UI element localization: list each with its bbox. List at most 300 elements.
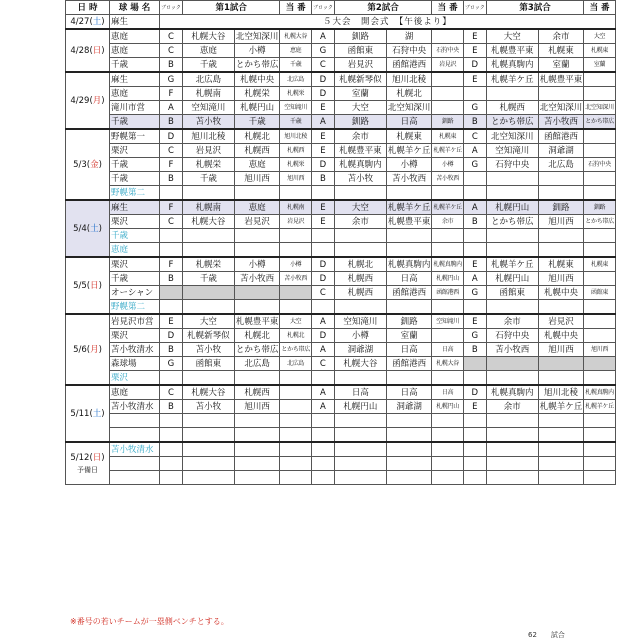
- duty-team: [584, 144, 616, 158]
- away-team: [334, 457, 386, 471]
- block-cell: D: [160, 329, 183, 343]
- block-cell: C: [160, 385, 183, 400]
- date-cell: 4/27(土): [66, 15, 110, 30]
- away-team: 札幌大谷: [182, 215, 234, 229]
- away-team: 余市: [334, 215, 386, 229]
- schedule-row: [66, 257, 616, 272]
- home-team: [386, 243, 432, 258]
- block-cell: D: [311, 158, 334, 172]
- home-team: 札幌豊平東: [387, 216, 431, 227]
- schedule-row: [66, 314, 616, 329]
- schedule-row: [66, 158, 616, 172]
- home-team: 千歳: [234, 115, 280, 130]
- weekday: 月: [90, 344, 99, 355]
- home-team: 室蘭: [538, 58, 584, 73]
- away-team: [334, 243, 386, 258]
- duty-team: [280, 471, 312, 485]
- away-team: 札幌北: [334, 257, 386, 272]
- home-team: 釧路: [538, 200, 584, 215]
- block-cell: [463, 229, 486, 243]
- block-cell: C: [160, 215, 183, 229]
- home-team: 札幌北: [234, 329, 280, 343]
- away-team: 札幌新琴似: [182, 329, 234, 343]
- duty-team: [280, 385, 312, 400]
- duty-team: 空知滝川: [280, 101, 312, 115]
- duty-team: とかち帯広: [280, 343, 312, 357]
- duty-team: 千歳: [280, 58, 312, 73]
- away-team: [486, 371, 538, 386]
- away-team: 札幌栄: [182, 257, 234, 272]
- block-cell: [160, 371, 183, 386]
- block-cell: [311, 371, 334, 386]
- duty-team: [584, 471, 616, 485]
- duty-team: [280, 229, 312, 243]
- home-team: 札幌羊ケ丘: [539, 401, 583, 412]
- block-cell: E: [311, 200, 334, 215]
- away-team: 札幌新琴似: [334, 72, 386, 87]
- weekday: 土: [90, 223, 99, 234]
- block-cell: [311, 414, 334, 428]
- block-cell: F: [160, 200, 183, 215]
- block-cell: B: [311, 172, 334, 186]
- duty-team: 旭川北稜: [280, 129, 312, 144]
- home-team: 日高: [386, 115, 432, 130]
- schedule-row: [66, 215, 616, 229]
- block-cell: F: [160, 257, 183, 272]
- away-team: 千歳: [182, 58, 234, 73]
- venue-cell: 恵庭: [110, 29, 160, 44]
- block-cell: B: [160, 172, 183, 186]
- block-cell: [463, 414, 486, 428]
- duty-team: 大空: [280, 314, 312, 329]
- away-team: [486, 428, 538, 443]
- away-team: 岩見沢: [182, 144, 234, 158]
- away-team: 空知滝川: [486, 144, 538, 158]
- away-team: 札幌真駒内: [334, 158, 386, 172]
- duty-team: [280, 186, 312, 201]
- home-team: [386, 229, 432, 243]
- duty-team: 北空知深川: [584, 101, 616, 115]
- away-team: 空知滝川: [182, 101, 234, 115]
- home-team: 湖: [386, 29, 432, 44]
- venue-cell: 野幌第一: [110, 129, 160, 144]
- block-cell: A: [311, 343, 334, 357]
- block-cell: B: [160, 115, 183, 130]
- duty-team: 千歳: [280, 115, 312, 130]
- weekday: 土: [92, 16, 102, 27]
- block-cell: D: [463, 385, 486, 400]
- block-cell: C: [160, 44, 183, 58]
- block-cell: [160, 428, 183, 443]
- block-cell: A: [311, 115, 334, 130]
- away-team: [182, 428, 234, 443]
- venue-cell: 栗沢: [110, 329, 160, 343]
- away-team: 余市: [334, 129, 386, 144]
- home-team: 札幌西: [234, 385, 280, 400]
- date-cell: 5/6(月): [66, 314, 110, 385]
- block-cell: E: [463, 400, 486, 414]
- date-cell: 5/12(日) 予備日: [66, 442, 110, 485]
- block-cell: [463, 172, 486, 186]
- schedule-row: [66, 400, 616, 414]
- block-cell: [463, 442, 486, 457]
- block-cell: E: [463, 72, 486, 87]
- schedule-row: [66, 200, 616, 215]
- home-team: 札幌真駒内: [386, 257, 432, 272]
- duty-team: [584, 172, 616, 186]
- home-team: [386, 442, 432, 457]
- schedule-row: [66, 300, 616, 315]
- block-cell: [160, 286, 183, 300]
- venue-cell: 恵庭: [110, 243, 160, 258]
- away-team: 恵庭: [182, 44, 234, 58]
- duty-team: 釧路: [584, 200, 616, 215]
- away-team: [486, 442, 538, 457]
- away-team: [486, 357, 538, 371]
- block-cell: G: [160, 72, 183, 87]
- weekday: 日: [92, 452, 102, 463]
- home-team: 小樽: [386, 158, 432, 172]
- duty-team: [280, 400, 312, 414]
- home-team: [234, 243, 280, 258]
- block-cell: F: [160, 87, 183, 101]
- block-cell: E: [311, 101, 334, 115]
- away-team: 苫小牧: [182, 343, 234, 357]
- duty-team: 札幌円山: [432, 272, 464, 286]
- away-team: 札幌真駒内: [486, 58, 538, 73]
- block-cell: [463, 300, 486, 315]
- home-team: [386, 414, 432, 428]
- home-team: 旭川西: [234, 172, 280, 186]
- away-team: 函館東: [486, 286, 538, 300]
- home-team: 北広島: [538, 158, 584, 172]
- home-team: [386, 457, 432, 471]
- away-team: 札幌西: [486, 101, 538, 115]
- duty-team: [432, 471, 464, 485]
- block-cell: [311, 300, 334, 315]
- away-team: [486, 87, 538, 101]
- block-cell: C: [311, 58, 334, 73]
- home-team: 北広島: [234, 357, 280, 371]
- duty-team: [432, 457, 464, 471]
- away-team: [182, 186, 234, 201]
- away-team: [486, 186, 538, 201]
- home-team: [538, 357, 584, 371]
- weekday: 金: [90, 159, 99, 170]
- away-team: 札幌南: [182, 200, 234, 215]
- duty-team: 釧路: [432, 115, 464, 130]
- duty-team: 石狩中央: [584, 158, 616, 172]
- away-team: 室蘭: [334, 87, 386, 101]
- home-team: [538, 229, 584, 243]
- away-team: [334, 414, 386, 428]
- schedule-row: [66, 385, 616, 400]
- away-team: 釧路: [334, 115, 386, 130]
- duty-team: [280, 371, 312, 386]
- match-unit: 試合: [550, 631, 565, 639]
- schedule-row: [66, 457, 616, 471]
- reserve-day-label: 予備日: [77, 465, 98, 474]
- away-team: [334, 371, 386, 386]
- duty-team: [584, 442, 616, 457]
- duty-team: [432, 243, 464, 258]
- duty-team: [432, 300, 464, 315]
- block-cell: E: [463, 29, 486, 44]
- duty-team: 大空: [584, 29, 616, 44]
- duty-team: とかち帯広: [584, 215, 616, 229]
- date-cell: 5/5(日): [66, 257, 110, 314]
- venue-cell: 麻生: [110, 72, 160, 87]
- home-team: 札幌北: [386, 87, 432, 101]
- away-team: [334, 186, 386, 201]
- home-team: [538, 87, 584, 101]
- block-cell: [160, 471, 183, 485]
- block-cell: [311, 229, 334, 243]
- home-team: 札幌東: [386, 129, 432, 144]
- home-team: [234, 471, 280, 485]
- home-team: 苫小牧西: [234, 272, 280, 286]
- duty-team: [432, 229, 464, 243]
- home-team: 旭川西: [538, 272, 584, 286]
- away-team: 函館東: [334, 44, 386, 58]
- away-team: 旭川北稜: [182, 129, 234, 144]
- home-team: 北空知深川: [387, 102, 431, 113]
- duty-team: [432, 442, 464, 457]
- away-team: 苫小牧: [334, 172, 386, 186]
- duty-team: 札幌大谷: [280, 29, 312, 44]
- duty-team: 札幌真駒内: [432, 257, 464, 272]
- match2-header: 第2試合: [334, 1, 432, 15]
- away-team: 苫小牧西: [486, 343, 538, 357]
- away-team: [486, 457, 538, 471]
- duty-team: [280, 414, 312, 428]
- block-cell: G: [311, 44, 334, 58]
- duty-team: 北広島: [280, 72, 312, 87]
- home-team: 岩見沢: [234, 215, 280, 229]
- duty-team: [584, 272, 616, 286]
- opening-ceremony-banner: ５大会 開会式 【午後より】: [160, 15, 616, 30]
- home-team: 日高: [386, 385, 432, 400]
- duty-team: 小樽: [432, 158, 464, 172]
- schedule-row: [66, 414, 616, 428]
- away-team: 千歳: [182, 172, 234, 186]
- home-team: 札幌豊平東: [538, 72, 584, 87]
- home-team: 苫小牧西: [538, 115, 584, 130]
- block-cell: E: [311, 144, 334, 158]
- block-cell: [160, 229, 183, 243]
- block-cell: E: [311, 129, 334, 144]
- home-team: 旭川北稜: [538, 385, 584, 400]
- away-team: 札幌豊平東: [486, 44, 538, 58]
- block-cell: B: [160, 272, 183, 286]
- duty-team: [584, 87, 616, 101]
- home-team: [386, 428, 432, 443]
- away-team: 苫小牧: [182, 115, 234, 130]
- block-cell: [160, 186, 183, 201]
- venue-cell: オーシャン: [110, 286, 160, 300]
- block-cell: [463, 243, 486, 258]
- away-team: 札幌羊ケ丘: [486, 72, 538, 87]
- block-cell: E: [463, 44, 486, 58]
- block-cell: [160, 243, 183, 258]
- home-team: 北空知深川: [539, 102, 583, 113]
- schedule-row: [66, 428, 616, 443]
- schedule-row: [66, 29, 616, 44]
- duty-team: [432, 72, 464, 87]
- duty-team: [584, 457, 616, 471]
- block-cell: B: [160, 343, 183, 357]
- block-cell: A: [463, 200, 486, 215]
- duty-team: [432, 414, 464, 428]
- block-cell: G: [463, 329, 486, 343]
- duty-team: 札幌南: [280, 200, 312, 215]
- home-team: 旭川北稜: [386, 72, 432, 87]
- home-team: 余市: [538, 29, 584, 44]
- duty-team: 札幌大谷: [432, 357, 464, 371]
- block-cell: [160, 414, 183, 428]
- block-cell: E: [160, 314, 183, 329]
- match3-header: 第3試合: [486, 1, 584, 15]
- venue-cell: 千歳: [110, 229, 160, 243]
- away-team: 函館東: [182, 357, 234, 371]
- away-team: 余市: [486, 400, 538, 414]
- duty-team: 札幌羊ケ丘: [432, 144, 464, 158]
- home-team: [538, 428, 584, 443]
- home-team: 小樽: [234, 257, 280, 272]
- home-team: 札幌円山: [234, 101, 280, 115]
- block-cell: A: [311, 29, 334, 44]
- venue-cell: 栗沢: [110, 144, 160, 158]
- duty-team: [432, 101, 464, 115]
- block-cell: G: [463, 286, 486, 300]
- home-team: 小樽: [234, 44, 280, 58]
- away-team: [182, 300, 234, 315]
- duty-team: [584, 414, 616, 428]
- home-team: [386, 300, 432, 315]
- block-cell: A: [311, 314, 334, 329]
- weekday: 土: [92, 408, 102, 419]
- block-cell: [463, 471, 486, 485]
- block-cell: [311, 186, 334, 201]
- home-team: 札幌東: [538, 257, 584, 272]
- away-team: 苫小牧: [182, 400, 234, 414]
- block-cell: C: [463, 129, 486, 144]
- duty-header: 当 番: [280, 1, 312, 15]
- duty-team: [280, 457, 312, 471]
- bench-note: ※番号の若いチームが一塁側ベンチとする。: [70, 617, 229, 626]
- duty-team: 室蘭: [584, 58, 616, 73]
- home-team: 釧路: [386, 314, 432, 329]
- home-team: 函館港西: [386, 58, 432, 73]
- away-team: [486, 300, 538, 315]
- duty-team: 札幌羊ケ丘: [432, 200, 464, 215]
- block-header: ブロック: [311, 1, 334, 15]
- away-team: 札幌栄: [182, 158, 234, 172]
- block-cell: A: [463, 272, 486, 286]
- schedule-row: [66, 272, 616, 286]
- duty-team: [280, 442, 312, 457]
- duty-team: 札幌東: [432, 129, 464, 144]
- block-cell: [463, 87, 486, 101]
- away-team: 大空: [334, 200, 386, 215]
- block-cell: G: [463, 158, 486, 172]
- home-team: [538, 471, 584, 485]
- block-cell: C: [160, 144, 183, 158]
- duty-team: [584, 129, 616, 144]
- venue-cell: 恵庭: [110, 385, 160, 400]
- venue-cell: 栗沢: [110, 371, 160, 386]
- away-team: 札幌南: [182, 87, 234, 101]
- away-team: 札幌円山: [486, 272, 538, 286]
- duty-team: 苫小牧西: [280, 272, 312, 286]
- away-team: 空知滝川: [334, 314, 386, 329]
- footer-total: [528, 630, 579, 640]
- duty-team: 恵庭: [280, 44, 312, 58]
- away-team: 石狩中央: [486, 158, 538, 172]
- away-team: とかち帯広: [486, 115, 538, 130]
- block-cell: B: [463, 215, 486, 229]
- home-team: とかち帯広: [234, 58, 280, 73]
- schedule-row: [66, 186, 616, 201]
- duty-team: [584, 329, 616, 343]
- away-team: [486, 414, 538, 428]
- home-team: [234, 186, 280, 201]
- away-team: [182, 414, 234, 428]
- home-team: [386, 186, 432, 201]
- home-team: [538, 457, 584, 471]
- opening-row: [66, 15, 616, 30]
- home-team: 旭川西: [538, 215, 584, 229]
- duty-header: 当 番: [584, 1, 616, 15]
- away-team: [182, 371, 234, 386]
- date-cell: 5/3(金): [66, 129, 110, 200]
- schedule-row: [66, 243, 616, 258]
- block-cell: [463, 186, 486, 201]
- schedule-row: [66, 286, 616, 300]
- venue-cell: 栗沢: [110, 257, 160, 272]
- home-team: 旭川西: [234, 400, 280, 414]
- home-team: 札幌東: [538, 44, 584, 58]
- duty-team: [584, 243, 616, 258]
- home-team: [234, 428, 280, 443]
- venue-cell: 滝川市営: [110, 101, 160, 115]
- duty-team: [432, 329, 464, 343]
- away-team: 札幌円山: [334, 400, 386, 414]
- schedule-row: [66, 229, 616, 243]
- home-team: 札幌中央: [234, 72, 280, 87]
- away-team: 大空: [334, 101, 386, 115]
- duty-team: 札幌西: [280, 144, 312, 158]
- date-cell: 5/11(土): [66, 385, 110, 442]
- home-team: [234, 300, 280, 315]
- home-team: 洞爺湖: [386, 400, 432, 414]
- block-cell: D: [463, 58, 486, 73]
- schedule-row: [66, 101, 616, 115]
- away-team: [486, 229, 538, 243]
- home-team: 函館港西: [538, 129, 584, 144]
- duty-team: 北広島: [280, 357, 312, 371]
- weekday: 月: [92, 95, 102, 106]
- home-team: 岩見沢: [538, 314, 584, 329]
- away-team: [334, 442, 386, 457]
- duty-team: 札幌栄: [280, 158, 312, 172]
- away-team: [182, 243, 234, 258]
- home-team: [538, 243, 584, 258]
- date-header: 日 時: [66, 1, 110, 15]
- duty-team: [432, 428, 464, 443]
- home-team: 北空知深川: [234, 29, 280, 44]
- home-team: 洞爺湖: [538, 144, 584, 158]
